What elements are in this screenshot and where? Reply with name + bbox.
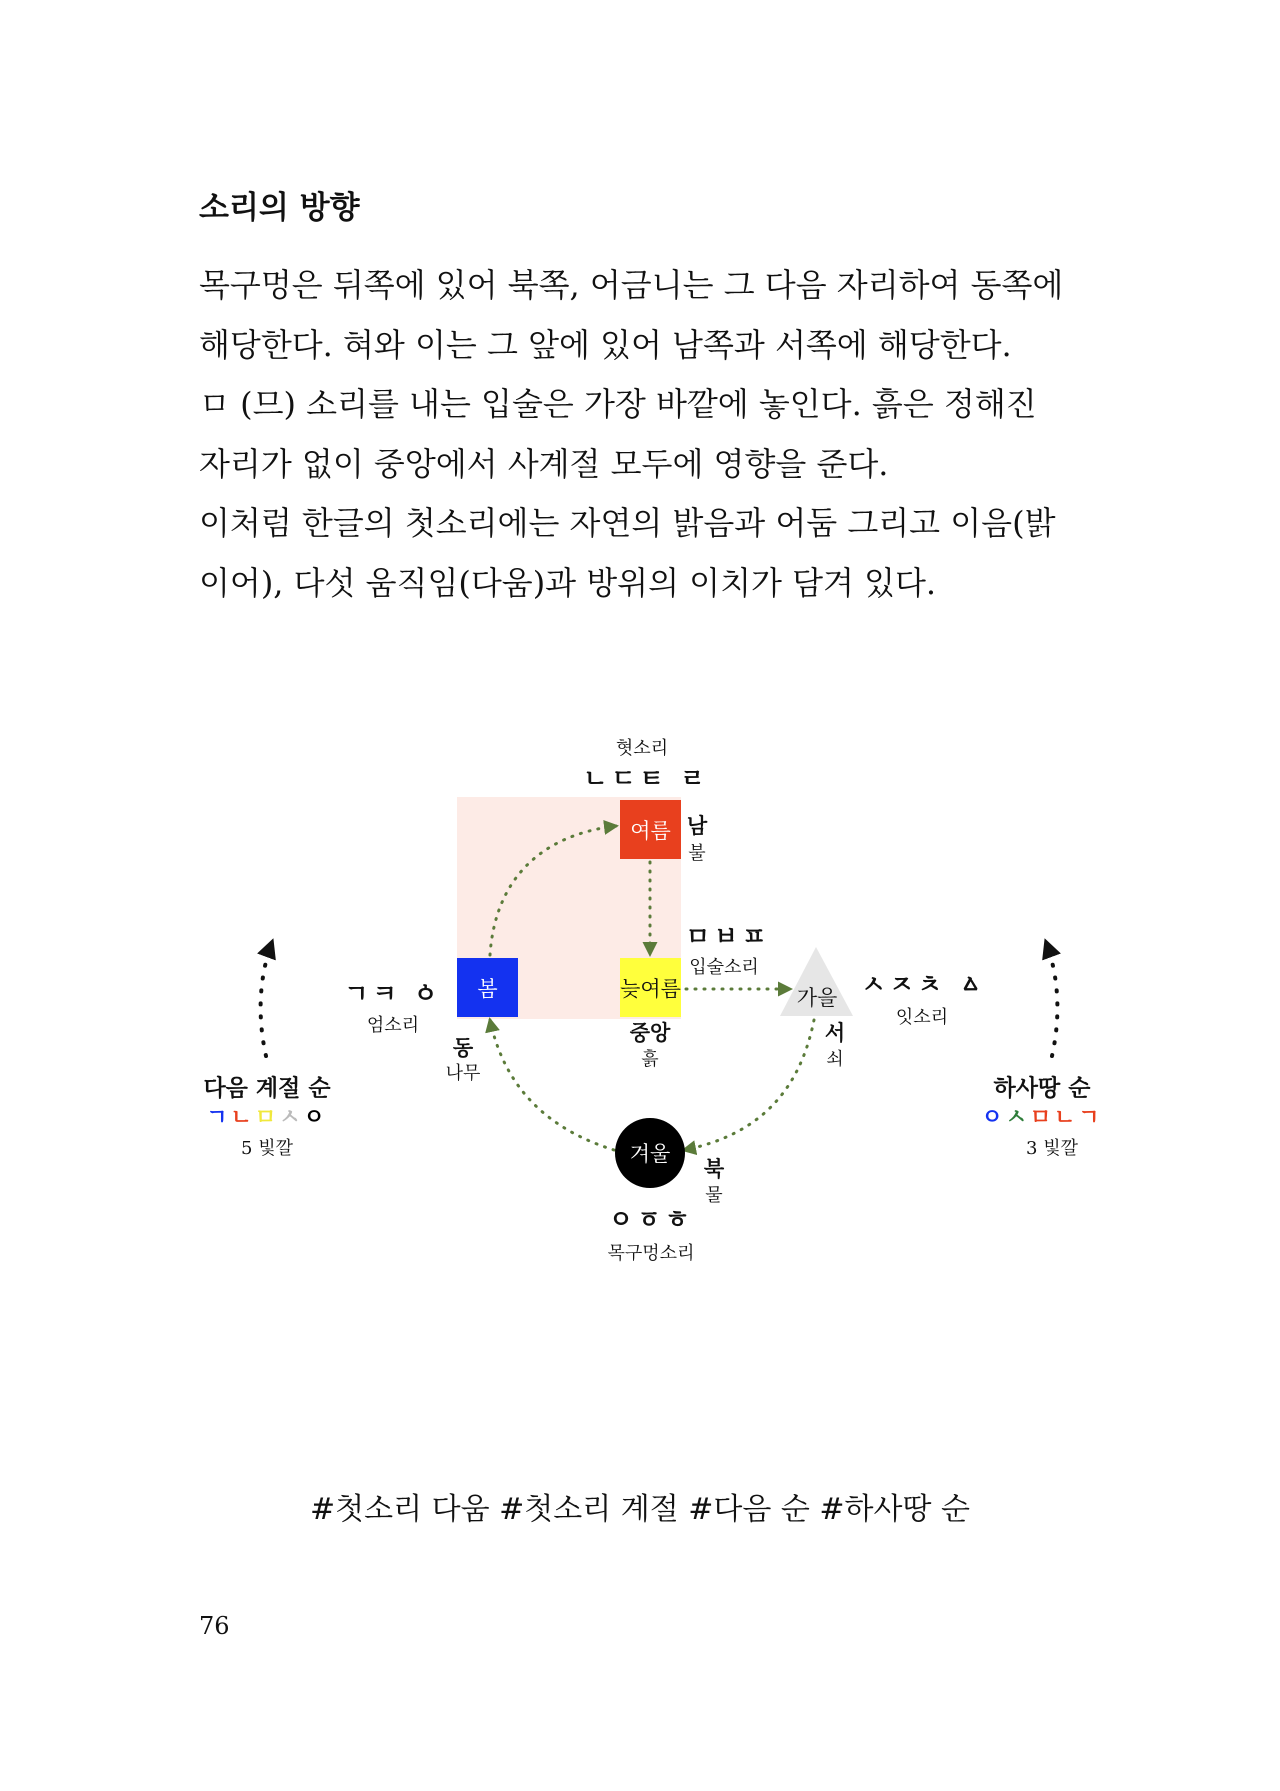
water-label: 물 — [705, 1185, 723, 1206]
throat-sound-label: 목구멍소리 — [607, 1243, 695, 1264]
letter: ㅇ — [303, 1105, 328, 1131]
tongue-letters: ㄴㄷㅌ ㄹ — [583, 764, 709, 793]
arrow-autumn-winter — [684, 1020, 814, 1150]
letter: ㅁ — [1029, 1105, 1055, 1131]
throat-letters: ㅇㆆㅎ — [608, 1205, 694, 1234]
letter: ㄴ — [1054, 1105, 1079, 1131]
page-number: 76 — [199, 1612, 230, 1640]
body-line: 이처럼 한글의 첫소리에는 자연의 밝음과 어둠 그리고 이음(밝 — [199, 504, 1056, 542]
arrow-winter-spring — [490, 1020, 614, 1150]
letter: ㅁ — [254, 1105, 280, 1131]
letter: ㄱ — [206, 1105, 231, 1131]
wood-label: 나무 — [445, 1063, 481, 1084]
hasattang-order-title: 하사땅 순 — [993, 1075, 1091, 1102]
teeth-letters: ㅅㅈㅊ ㅿ — [861, 970, 987, 999]
north-label: 북 — [703, 1157, 725, 1181]
east-label: 동 — [452, 1036, 474, 1060]
body-line: 목구멍은 뒤쪽에 있어 북쪽, 어금니는 그 다음 자리하여 동쪽에 — [199, 266, 1064, 304]
hasattang-letters — [981, 1101, 1102, 1132]
late-summer-label: 늦여름 — [620, 976, 681, 1001]
south-label: 남 — [686, 814, 708, 838]
left-cycle-arrow — [261, 942, 272, 1056]
letter: ㄱ — [1078, 1105, 1103, 1131]
spring-label: 봄 — [477, 976, 498, 1001]
winter-circle — [615, 1118, 685, 1188]
next-season-letters — [206, 1101, 327, 1132]
right-cycle-arrow — [1046, 942, 1057, 1056]
body-line: 이어), 다섯 움직임(다움)과 방위의 이치가 담겨 있다. — [199, 563, 937, 602]
body-line: ㅁ (므) 소리를 내는 입술은 가장 바깥에 놓인다. 흙은 정해진 — [199, 385, 1037, 423]
lip-letters: ㅁㅂㅍ — [685, 922, 771, 951]
summer-label: 여름 — [630, 818, 671, 843]
earth-label: 흙 — [641, 1049, 659, 1070]
arrow-spring-summer — [490, 826, 616, 955]
autumn-label: 가을 — [796, 986, 838, 1010]
section-heading: 소리의 방향 — [199, 190, 360, 226]
molar-sound-label: 엄소리 — [366, 1015, 420, 1036]
winter-label: 겨울 — [629, 1142, 671, 1166]
west-label: 서 — [824, 1021, 846, 1045]
fire-label: 불 — [688, 843, 706, 864]
letter: ㅅ — [1005, 1105, 1030, 1131]
spring-box — [457, 958, 518, 1017]
body-line: 해당한다. 혀와 이는 그 앞에 있어 남쪽과 서쪽에 해당한다. — [199, 325, 1012, 364]
molar-letters: ㄱㅋ ㆁ — [344, 979, 442, 1008]
late-summer-box — [620, 958, 681, 1017]
three-colors-caption: 3 빛깔 — [1026, 1138, 1078, 1159]
letter: ㅅ — [279, 1105, 304, 1131]
body-line: 자리가 없이 중앙에서 사계절 모두에 영향을 준다. — [199, 444, 889, 483]
hashtags: #첫소리 다움 #첫소리 계절 #다음 순 #하사땅 순 — [310, 1492, 970, 1527]
five-colors-caption: 5 빛깔 — [241, 1138, 293, 1159]
teeth-sound-label: 잇소리 — [895, 1007, 949, 1028]
metal-label: 쇠 — [826, 1049, 844, 1070]
letter: ㅇ — [981, 1105, 1006, 1131]
letter: ㄴ — [230, 1105, 255, 1131]
center-label: 중앙 — [629, 1021, 671, 1045]
summer-box — [620, 800, 681, 859]
lip-sound-label: 입술소리 — [689, 957, 759, 978]
tongue-sound-label: 혓소리 — [615, 738, 669, 759]
next-season-order-title: 다음 계절 순 — [203, 1075, 331, 1102]
